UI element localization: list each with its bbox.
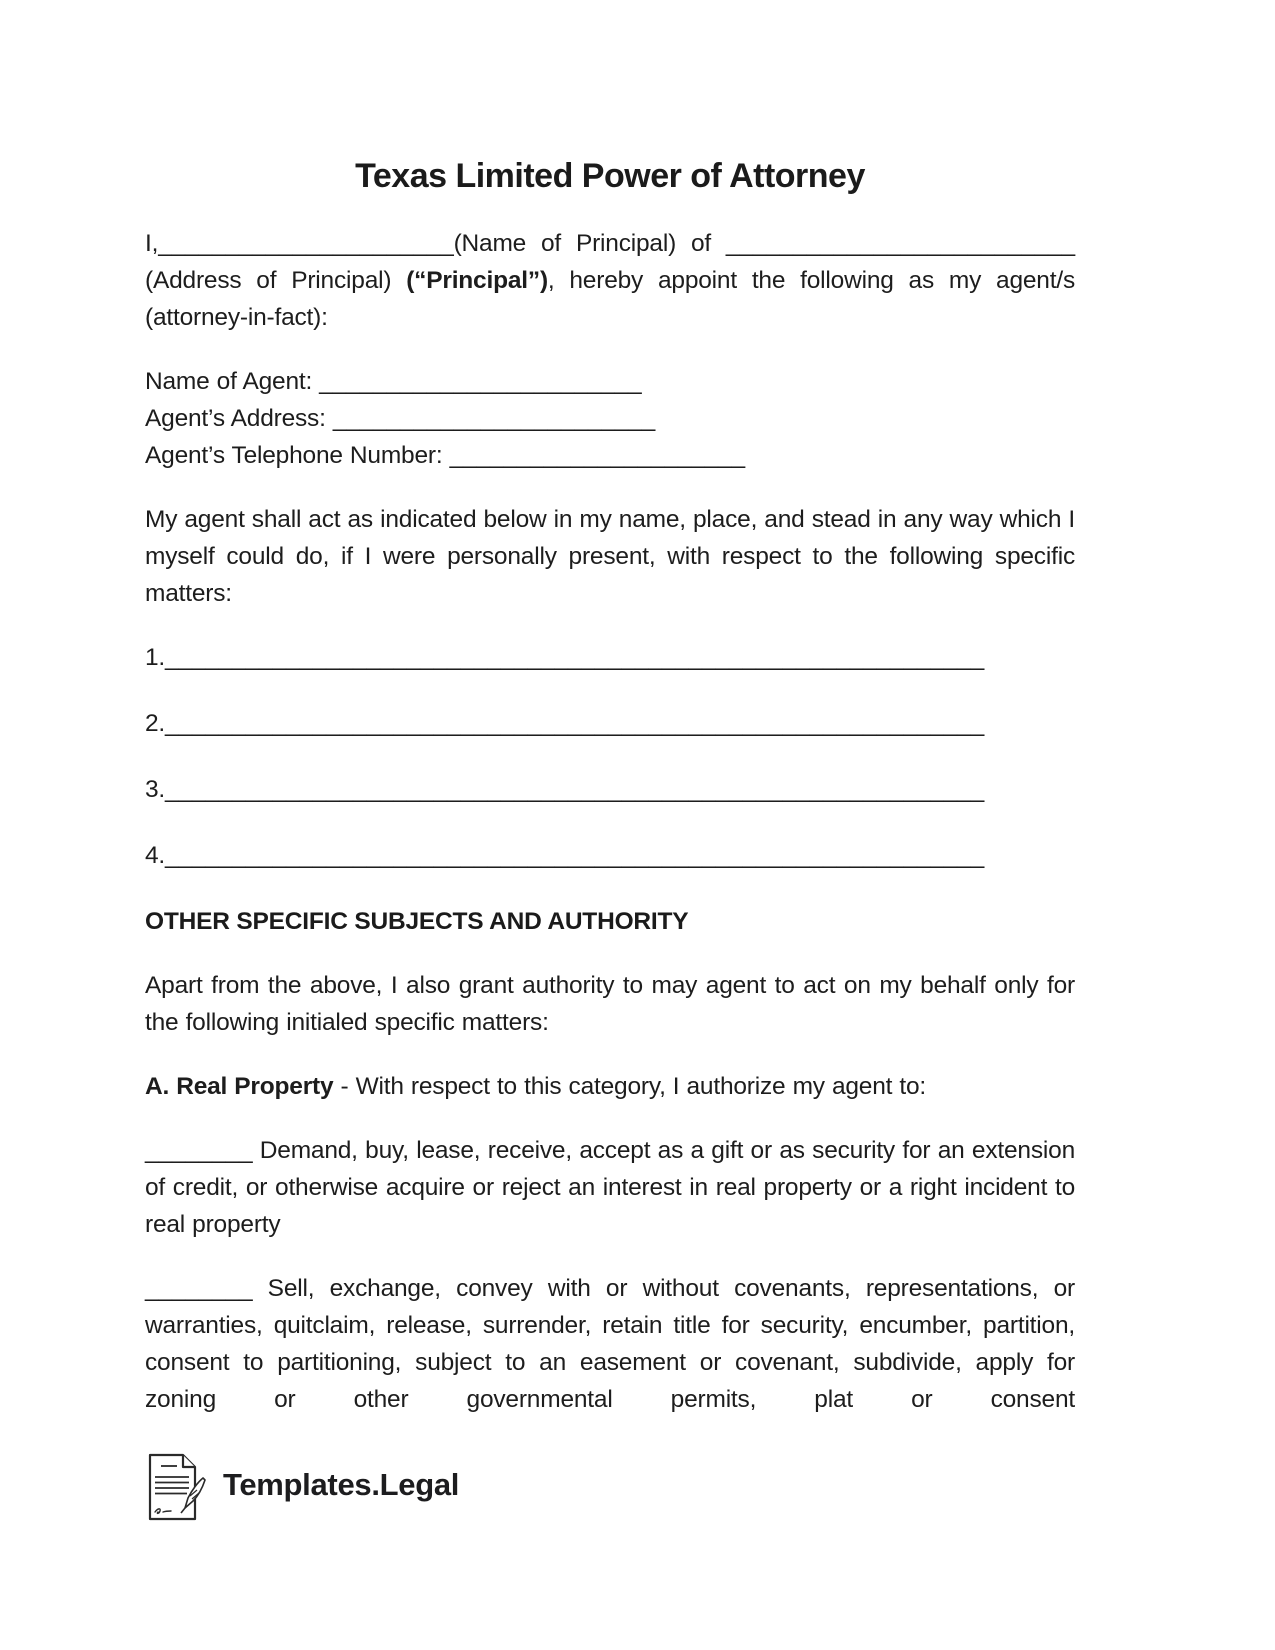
templates-legal-logo [145,1452,1075,1522]
templates-legal-brand: Templates.Legal [223,1466,460,1502]
authority-item-demand: ________ Demand, buy, lease, receive, accept as a gift or as security for an extension of credit, or otherwise acquire or reject an interest in real property or a right incident to real property [145,1137,1075,1238]
specific-matters-list [145,639,1075,874]
intro-paragraph [145,225,1075,336]
other-subjects-heading: OTHER SPECIFIC SUBJECTS AND AUTHORITY [145,908,689,935]
agent-name-line: Name of Agent: ________________________ [145,368,642,395]
specific-matter-line-2: 2._____________________________________________________________ [145,710,985,737]
category-a-label: A. Real Property [145,1073,334,1100]
category-a-text: - With respect to this category, I authorize my agent to: [333,1073,927,1100]
specific-matter-line-3: 3._____________________________________________________________ [145,776,985,803]
agent-phone-line: Agent’s Telephone Number: ______________________ [145,442,745,469]
specific-matter-line-4: 4._____________________________________________________________ [145,842,985,869]
agent-details-block [145,363,1075,474]
scope-paragraph: My agent shall act as indicated below in my name, place, and stead in any way which I myself could do, if I were personally present, with respect to the following specific matters: [145,506,1075,607]
intro-principal-bold: (“Principal”) [406,267,548,294]
grant-paragraph: Apart from the above, I also grant authority to may agent to act on my behalf only for the following initialed specific matters: [145,972,1075,1036]
agent-address-line: Agent’s Address: ________________________ [145,405,656,432]
document-title: Texas Limited Power of Attorney [355,157,865,195]
intro-text-after: , hereby appoint the following as my agent/s (attorney-in-fact): [145,267,1075,331]
authority-item-sell: ________ Sell, exchange, convey with or without covenants, representations, or warranties, quitclaim, release, surrender, retain title for security, encumber, partition, consent to partitioning, subject to an easement or covenant, subdivide, apply for zoning or other governmental permits, plat or consent [145,1275,1075,1413]
specific-matter-line-1: 1._____________________________________________________________ [145,644,985,671]
document-with-quill-icon [145,1452,207,1522]
category-a-line [145,1068,1075,1105]
intro-text-before: I,______________________(Name of Principal) of __________________________ (Address of Principal) [145,230,1075,294]
